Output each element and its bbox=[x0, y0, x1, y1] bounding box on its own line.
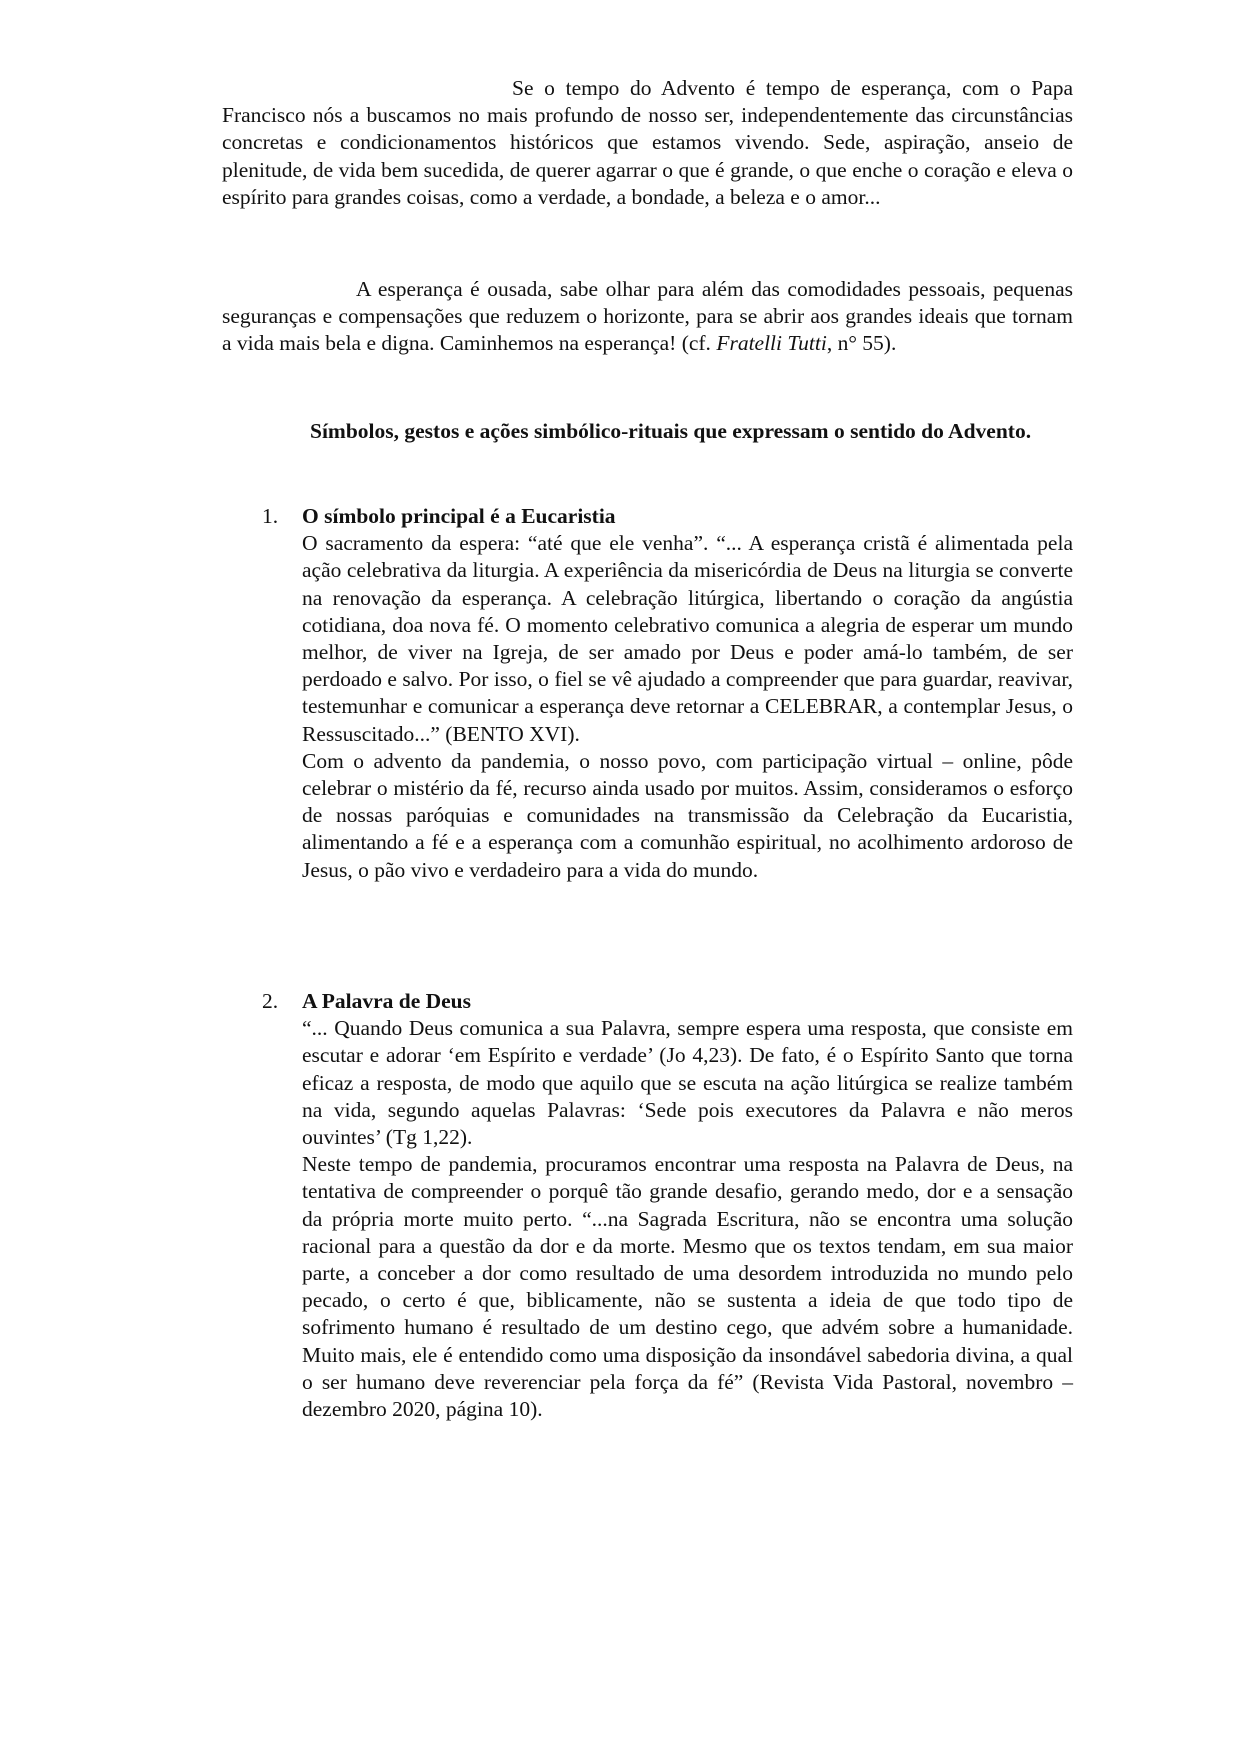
list-item-paragraph: “... Quando Deus comunica a sua Palavra, sempre espera uma resposta, que consiste em escutar e adorar ‘em Espírito e verdade’ (Jo 4,23). De fato, é o Espírito Santo que torna eficaz a resposta, de modo que aquilo que se escuta na ação litúrgica se realize também na vida, segundo aquelas Palavras: ‘Sede pois executores da Palavra e não meros ouvintes’ (Tg 1,22). bbox=[302, 1016, 1073, 1150]
section-heading: Símbolos, gestos e ações simbólico-rituais que expressam o sentido do Advento. bbox=[310, 419, 1032, 443]
list-item-number: 2. bbox=[262, 989, 279, 1013]
list-item bbox=[262, 988, 1073, 1423]
list-item-number: 1. bbox=[262, 504, 279, 528]
list-item-paragraph: O sacramento da espera: “até que ele venha”. “... A esperança cristã é alimentada pela ação celebrativa da liturgia. A experiência da misericórdia de Deus na liturgia se converte na renovação da esperança. A celebração litúrgica, libertando o coração da angústia cotidiana, doa nova fé. O momento celebrativo comunica a alegria de esperar um mundo melhor, de viver na Igreja, de ser amado por Deus e poder amá-lo também, de ser perdoado e salvo. Por isso, o fiel se vê ajudado a compreender que para guardar, reavivar, testemunhar e comunicar a esperança deve retornar a CELEBRAR, a contemplar Jesus, o Ressuscitado...” (BENTO XVI). bbox=[302, 531, 1073, 746]
intro-paragraph-text: Se o tempo do Advento é tempo de esperança, com o Papa Francisco nós a buscamos no mais profundo de nosso ser, independentemente das circunstâncias concretas e condicionamentos históricos que estamos vivendo. Sede, aspiração, anseio de plenitude, de vida bem sucedida, de querer agarrar o que é grande, o que enche o coração e eleva o espírito para grandes coisas, como a verdade, a bondade, a beleza e o amor... bbox=[222, 76, 1073, 209]
citation-reference: , n° 55). bbox=[826, 331, 897, 356]
intro-paragraph bbox=[222, 75, 1073, 211]
list-item-title: O símbolo principal é a Eucaristia bbox=[302, 504, 616, 528]
list-item-paragraph: Neste tempo de pandemia, procuramos encontrar uma resposta na Palavra de Deus, na tentativa de compreender o porquê tão grande desafio, gerando medo, dor e a sensação da própria morte muito perto. “...na Sagrada Escritura, não se encontra uma solução racional para a questão da dor e da morte. Mesmo que os textos tendam, em sua maior parte, a conceber a dor como resultado de uma desordem introduzida no mundo pelo pecado, o certo é que, biblicamente, não se sustenta a ideia de que todo tipo de sofrimento humano é resultado de um destino cego, que advém sobre a humanidade. Muito mais, ele é entendido como uma disposição da insondável sabedoria divina, a qual o ser humano deve reverenciar pela força da fé” (Revista Vida Pastoral, novembro – dezembro 2020, página 10). bbox=[302, 1152, 1073, 1422]
citation-title: Fratelli Tutti bbox=[716, 331, 827, 356]
hope-paragraph-text: A esperança é ousada, sabe olhar para além das comodidades pessoais, pequenas seguranças e compensações que reduzem o horizonte, para se abrir aos grandes ideais que tornam a vida mais bela e digna. Caminhemos na esperança! (cf. bbox=[222, 277, 1073, 356]
hope-paragraph bbox=[222, 276, 1073, 358]
list-item bbox=[262, 503, 1073, 884]
list-item-paragraph: Com o advento da pandemia, o nosso povo, com participação virtual – online, pôde celebrar o mistério da fé, recurso ainda usado por muitos. Assim, consideramos o esforço de nossas paróquias e comunidades na transmissão da Celebração da Eucaristia, alimentando a fé e a esperança com a comunhão espiritual, no acolhimento ardoroso de Jesus, o pão vivo e verdadeiro para a vida do mundo. bbox=[302, 748, 1073, 882]
list-item-title: A Palavra de Deus bbox=[302, 989, 472, 1013]
